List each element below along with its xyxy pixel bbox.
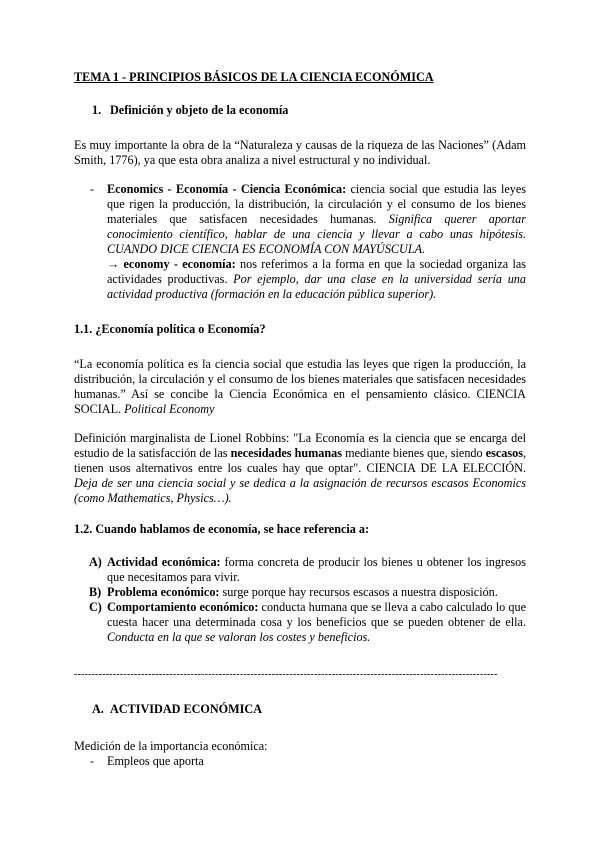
list-item-a — [74, 555, 526, 585]
paragraph-political-economy — [74, 357, 526, 417]
section-heading-1 — [74, 103, 526, 118]
term-scarce: escasos — [485, 446, 523, 460]
definition-note: Significa querer aportar conocimiento científico, hablar de una ciencia y llevar a cabo unas hipótesis. CUANDO DICE CIENCIA ES ECONOMÍA CON MAYÚSCULA. — [107, 212, 526, 256]
bullet-dash: - — [90, 754, 95, 768]
term-economy: economy - economía: — [123, 257, 236, 271]
list-text: Empleos que aporta — [107, 754, 204, 768]
dashed-separator: ------------------------------------------------------------------------------------------------------------------------ — [74, 669, 498, 680]
list-item-economics — [74, 182, 526, 302]
document-page — [74, 70, 526, 769]
section-label: Definición y objeto de la economía — [110, 103, 289, 117]
list-item-body — [107, 555, 526, 585]
paragraph-text: “La economía política es la ciencia social que estudia las leyes que rigen la producción, la distribución, la circulación y el consumo de los bienes materiales que satisfacen necesidades humanas.” Así se concibe la Ciencia Económica en el pensamiento clásico. CIENCIA SOCIAL. — [74, 357, 526, 416]
paragraph-italic: Political Economy — [124, 402, 215, 416]
term-human-needs: necesidades humanas — [230, 446, 343, 460]
bullet-dash: - — [90, 182, 95, 196]
subsection-heading-1-2: 1.2. Cuando hablamos de economía, se hace referencia a: — [74, 522, 370, 536]
list-letter: C) — [89, 600, 102, 614]
section-letter: A. — [92, 702, 104, 716]
list-item-body — [107, 585, 526, 600]
list-text: conducta humana que se lleva a cabo calculado lo que cuesta hacer una determinada cosa y los beneficios que se pueden obtener de ella. — [107, 600, 526, 629]
paragraph-robbins — [74, 431, 526, 506]
list-letter: B) — [89, 585, 102, 599]
list-term: Problema económico: — [107, 585, 220, 599]
section-number: 1. — [92, 103, 102, 117]
intro-paragraph: Es muy importante la obra de la “Naturaleza y causas de la riqueza de las Naciones” (Adam Smith, 1776), ya que esta obra analiza a nivel estructural y no individual. — [74, 138, 526, 167]
list-text: surge porque hay recursos escasos a nuestra disposición. — [219, 585, 498, 599]
economy-example: Por ejemplo, dar una clase en la universidad sería una actividad productiva (formación en la educación pública superior). — [107, 272, 526, 301]
term-economics: Economics - Economía - Ciencia Económica: — [107, 182, 347, 196]
section-heading-a — [74, 702, 526, 717]
section-label: ACTIVIDAD ECONÓMICA — [110, 702, 263, 716]
paragraph-text: Definición marginalista de Lionel Robbins: "La Economía es la ciencia que se encarga del estudio de la satisfacción de las — [74, 431, 526, 460]
list-letter: A) — [89, 555, 102, 569]
paragraph-text: , tienen usos alternativos entre los cuales hay que optar". CIENCIA DE LA ELECCIÓN. — [74, 446, 526, 475]
list-item-body — [107, 600, 526, 645]
document-title: TEMA 1 - PRINCIPIOS BÁSICOS DE LA CIENCIA ECONÓMICA — [74, 70, 434, 84]
measurement-intro: Medición de la importancia económica: — [74, 739, 268, 753]
list-item-c — [74, 600, 526, 645]
list-term: Actividad económica: — [107, 555, 221, 569]
list-item-jobs — [74, 754, 526, 769]
subsection-heading-1-1: 1.1. ¿Economía política o Economía? — [74, 322, 266, 336]
paragraph-italic: Deja de ser una ciencia social y se dedica a la asignación de recursos escasos Economics (como Mathematics, Physics…). — [74, 476, 526, 505]
list-text: forma concreta de producir los bienes u obtener los ingresos que necesitamos para vivir. — [107, 555, 526, 584]
paragraph-text: mediante bienes que, siendo — [342, 446, 486, 460]
definition-text: ciencia social que estudia las leyes que rigen la producción, la distribución, la circulación y el consumo de los bienes materiales que satisfacen necesidades humanas. — [107, 182, 526, 226]
list-item-body — [107, 182, 526, 302]
lettered-list — [74, 555, 526, 645]
arrow-glyph: → — [107, 257, 124, 271]
list-item-b — [74, 585, 526, 600]
list-term: Comportamiento económico: — [107, 600, 259, 614]
list-italic: Conducta en la que se valoran los costes y beneficios. — [107, 630, 371, 644]
economy-definition: nos referimos a la forma en que la sociedad organiza las actividades productivas. — [107, 257, 526, 286]
